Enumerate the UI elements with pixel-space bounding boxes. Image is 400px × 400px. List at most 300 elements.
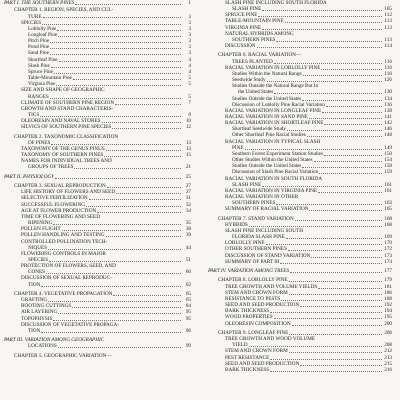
toc-page-number: 44 xyxy=(185,244,191,251)
toc-page-number: 138 xyxy=(384,107,392,114)
toc-page-number: 215 xyxy=(384,360,392,367)
toc-page-number: 51 xyxy=(185,257,191,263)
dot-leader xyxy=(75,4,181,5)
toc-page-number: 95 xyxy=(185,309,191,316)
toc-entry-title: GRAFTING xyxy=(21,297,48,304)
toc-page-number: 212 xyxy=(384,348,392,355)
toc-page-number: 168 xyxy=(384,215,392,222)
dot-leader xyxy=(302,167,382,168)
toc-entry-title: Other Studies Within the United States xyxy=(232,157,313,164)
toc-entry-title: SELECTIVE FERTILIZATION xyxy=(21,195,88,202)
toc-entry-title: the United States xyxy=(238,89,274,96)
toc-page-number: 126 xyxy=(384,77,392,84)
toc-entry-title: Seedwide Study xyxy=(232,77,266,84)
toc-entry-title: OLEORESIN AND NAVAL STORES xyxy=(21,118,101,125)
dot-leader xyxy=(104,156,181,157)
toc-entry-title: RACIAL VARIATION IN OTHER xyxy=(225,194,299,201)
toc-entry-title: SLASH PINE INCLUDING SOUTH FLORIDA xyxy=(225,0,327,6)
toc-page-number: 32 xyxy=(185,201,191,208)
toc-page-number: 130 xyxy=(384,89,392,96)
toc-entry-title: YIELD xyxy=(232,342,248,349)
toc-entry-title: Longleaf Pine xyxy=(28,31,58,38)
toc-entry-title: FLOWERING CONTROLS IN MAJOR xyxy=(21,250,106,257)
toc-entry-title: GROWTH AND STAND CHARACTERIS- xyxy=(21,105,114,112)
toc-entry-title: WOOD PROPERTIES xyxy=(225,314,273,321)
toc-entry-title: DISCUSSION OF VEGETATIVE PROPAGA- xyxy=(21,321,120,328)
toc-page-number: 163 xyxy=(384,200,392,207)
dot-leader xyxy=(287,130,382,131)
dot-leader xyxy=(276,41,382,42)
dot-leader xyxy=(43,17,181,18)
toc-page-number: 173 xyxy=(384,252,392,259)
dot-leader xyxy=(42,24,181,25)
dot-leader xyxy=(311,257,382,258)
toc-page-number: 113 xyxy=(384,36,392,43)
toc-entry-title: GROUPS OF TREES xyxy=(28,164,74,171)
toc-page-number: 3 xyxy=(188,38,191,45)
dot-leader xyxy=(41,286,181,287)
toc-entry-title: SOUTHERN PINES xyxy=(232,200,276,207)
dot-leader xyxy=(86,206,181,207)
toc-page-number: 21 xyxy=(185,164,191,171)
toc-page-number: 3 xyxy=(188,50,191,57)
toc-page-number: 99 xyxy=(185,343,191,350)
dot-leader xyxy=(113,295,181,296)
dot-leader xyxy=(107,187,181,188)
toc-page-number: 5 xyxy=(188,93,191,100)
toc-page-number: 186 xyxy=(384,289,392,296)
dot-leader xyxy=(249,226,382,227)
toc-entry xyxy=(4,124,191,130)
toc-entry-title: PEST RESISTANCE xyxy=(225,354,270,361)
toc-entry xyxy=(208,43,392,49)
dot-leader xyxy=(309,118,382,119)
toc-entry-title: DISCUSSION OF STAND VARIATION xyxy=(225,252,311,259)
dot-leader xyxy=(116,193,181,194)
dot-leader xyxy=(262,29,382,30)
toc-entry-title: Studies Within the Natural Range xyxy=(232,70,302,77)
toc-entry-title: Studies Outside the United States xyxy=(232,163,302,170)
dot-leader xyxy=(292,325,382,326)
toc-entry-title: Studies Outside the Natural Range But In xyxy=(232,83,319,90)
toc-entry-title: CHAPTER 4. VEGETATIVE PROPAGATION xyxy=(14,290,113,297)
toc-entry-title: Shortleaf Seedwide Study xyxy=(232,126,286,133)
toc-entry-title: Sand Pine xyxy=(28,50,49,57)
toc-entry-title: SUCCESSFUL FLOWERING xyxy=(21,201,85,208)
dot-leader xyxy=(262,10,382,11)
toc-entry xyxy=(208,367,392,373)
dot-leader xyxy=(322,112,382,113)
toc-entry-title: Slash Pine xyxy=(28,62,50,69)
toc-entry-title: TURE xyxy=(28,13,42,20)
dot-leader xyxy=(274,318,382,319)
toc-entry-title: BARK THICKNESS xyxy=(225,366,270,373)
toc-entry-title: DISCUSSION OF SEXUAL REPRODUC- xyxy=(21,275,112,282)
dot-leader xyxy=(62,230,181,231)
dot-leader xyxy=(274,93,382,94)
dot-leader xyxy=(46,273,181,274)
dot-leader xyxy=(49,261,181,262)
dot-leader xyxy=(73,79,181,80)
toc-entry-title: PART III. VARIATION AMONG GEOGRAPHIC xyxy=(4,337,105,344)
toc-entry-title: TREE GROWTH AND WOOD VOLUME xyxy=(225,336,316,343)
dot-leader xyxy=(307,136,382,137)
toc-page-number: 65 xyxy=(185,297,191,304)
dot-leader xyxy=(270,359,382,360)
dot-leader xyxy=(245,149,382,150)
dot-leader xyxy=(58,313,181,314)
toc-page-number: 150 xyxy=(384,150,392,157)
dot-leader xyxy=(112,128,181,129)
toc-entry-title: BARK THICKNESS xyxy=(225,308,270,315)
toc-entry xyxy=(208,321,392,327)
dot-leader xyxy=(309,210,382,211)
dot-leader xyxy=(314,161,382,162)
toc-entry xyxy=(4,164,191,170)
dot-leader xyxy=(300,306,382,307)
dot-leader xyxy=(318,192,382,193)
dot-leader xyxy=(106,150,181,151)
toc-page-number: 168 xyxy=(384,221,392,228)
toc-entry-title: PART IV. VARIATION AMONG TREES xyxy=(208,268,290,275)
toc-page-number: 1 xyxy=(188,0,191,6)
toc-left-column xyxy=(4,0,191,359)
toc-page-number: 5 xyxy=(188,75,191,82)
toc-page-number: 179 xyxy=(384,277,392,284)
dot-leader xyxy=(41,332,181,333)
dot-leader xyxy=(303,75,382,76)
toc-page-number: 116 xyxy=(384,70,392,77)
toc-entry-title: LOCATIONS xyxy=(28,343,57,350)
dot-leader xyxy=(270,371,382,372)
toc-page-number: 146 xyxy=(384,126,392,133)
dot-leader xyxy=(54,73,181,74)
toc-entry-title: CHAPTER 6. RACIAL VARIATION— xyxy=(218,52,302,59)
dot-leader xyxy=(115,104,181,105)
toc-entry-title: Table-Mountain Pine xyxy=(28,75,72,82)
toc-entry-title: AGE AT FLOWER PRODUCTION xyxy=(21,207,97,214)
toc-page-number: 112 xyxy=(384,12,392,19)
toc-entry-title: HYBRIDS xyxy=(225,221,248,228)
toc-entry-title: Loblolly Pine xyxy=(28,25,57,32)
dot-leader xyxy=(276,204,382,205)
toc-page-number: 188 xyxy=(384,295,392,302)
toc-page-number: 3 xyxy=(188,31,191,38)
toc-entry-title: Virginia Pine xyxy=(28,81,56,88)
toc-entry-title: STEM AND CROWN FORM xyxy=(225,289,288,296)
part-heading xyxy=(4,174,191,180)
toc-entry-title: PART II. PHYSIOLOGY xyxy=(4,173,55,180)
toc-page-number: 96 xyxy=(185,327,191,334)
dot-leader xyxy=(56,85,181,86)
dot-leader xyxy=(302,100,382,101)
toc-entry-title: SIZE AND SHAPE OF GEOGRAPHIC xyxy=(21,87,105,94)
dot-leader xyxy=(257,47,382,48)
toc-entry-title: FLORIDA SLASH PINE xyxy=(232,234,285,241)
chapter-heading xyxy=(4,353,191,359)
toc-entry xyxy=(208,259,392,265)
toc-entry-title: Spruce Pine xyxy=(28,68,53,75)
toc-entry-title: NIQUES xyxy=(28,244,48,251)
toc-entry-title: LIFE HISTORY OF FLOWERS AND SEED xyxy=(21,189,116,196)
toc-page-number: 169 xyxy=(384,234,392,241)
toc-entry-title: OF PINES xyxy=(28,139,51,146)
dot-leader xyxy=(50,48,181,49)
toc-page-number: 4 xyxy=(188,62,191,69)
toc-page-number: 3 xyxy=(188,13,191,20)
toc-page-number: 161 xyxy=(384,187,392,194)
dot-leader xyxy=(50,98,181,99)
toc-page-number: 136 xyxy=(384,101,392,108)
toc-page-number: 3 xyxy=(188,19,191,26)
toc-entry-title: Southern Forest Experiment Station Studies xyxy=(232,150,324,157)
toc-entry xyxy=(208,206,392,212)
toc-page-number: 114 xyxy=(384,43,392,50)
toc-entry-title: Studies Outside the United States xyxy=(232,95,302,102)
toc-page-number: 35 xyxy=(185,220,191,227)
dot-leader xyxy=(289,352,382,353)
toc-entry-title: TION xyxy=(28,281,41,288)
toc-entry-title: RACIAL VARIATION IN LOBLOLLY PINE xyxy=(225,64,321,71)
toc-entry-title: SOUTHERN PINES xyxy=(232,36,276,43)
dot-leader xyxy=(267,81,382,82)
toc-entry-title: RACIAL VARIATION IN SAND PINE xyxy=(225,114,308,120)
toc-page-number: 13 xyxy=(185,139,191,146)
dot-leader xyxy=(324,155,382,156)
toc-entry-title: RACIAL VARIATION IN SHORTLEAF PINE xyxy=(225,120,324,127)
toc-entry-title: Other Shortleaf Pine Racial Studies xyxy=(232,132,306,139)
dot-leader xyxy=(281,300,382,301)
toc-entry-title: CHAPTER 3. SEXUAL REPRODUCTION xyxy=(14,183,106,190)
toc-page-number: 174 xyxy=(384,258,392,265)
toc-entry-title: POLLEN HANDLING AND TESTING xyxy=(21,232,105,239)
toc-page-number: 7 xyxy=(188,99,191,106)
toc-page-number: 208 xyxy=(384,342,392,349)
toc-page-number: 34 xyxy=(185,207,191,214)
toc-entry-title: CHAPTER 8. LOBLOLLY PINE xyxy=(218,277,288,284)
toc-page-number: 194 xyxy=(384,308,392,315)
toc-page-number: 148 xyxy=(384,132,392,139)
toc-entry-title: OLEORESIN COMPOSITION xyxy=(225,320,291,327)
toc-page-number: 216 xyxy=(384,366,392,373)
dot-leader xyxy=(74,168,181,169)
dot-leader xyxy=(51,67,181,68)
dot-leader xyxy=(97,212,181,213)
toc-entry-title: SPECIES xyxy=(21,19,42,26)
dot-leader xyxy=(59,61,181,62)
toc-page-number: 113 xyxy=(384,18,392,25)
toc-page-number: 15 xyxy=(185,152,191,159)
toc-entry-title: RANGES xyxy=(28,93,49,100)
toc-page-number: 3 xyxy=(188,44,191,51)
toc-entry-title: CHAPTER 5. GEOGRAPHIC VARIATION— xyxy=(14,352,112,359)
toc-page-number: 38 xyxy=(185,226,191,233)
toc-page-number: 95 xyxy=(185,315,191,322)
dot-leader xyxy=(262,186,382,187)
toc-entry-title: CHAPTER 7. STAND VARIATION xyxy=(218,215,294,222)
toc-page-number: 5 xyxy=(188,81,191,88)
toc-entry-title: RESISTANCE TO PESTS xyxy=(225,295,281,302)
toc-page-number: 13 xyxy=(185,145,191,152)
toc-entry-title: STEM AND CROWN FORM xyxy=(225,348,288,355)
part-heading xyxy=(208,268,392,274)
toc-entry-title: CHAPTER 9. LONGLEAF PINE xyxy=(218,329,289,336)
dot-leader xyxy=(40,116,181,117)
toc-entry-title: CONES xyxy=(28,269,46,276)
toc-entry-title: Pond Pine xyxy=(28,44,50,51)
toc-entry-title: TOPOPHYSIS xyxy=(21,315,53,322)
toc-page-number: 154 xyxy=(384,157,392,164)
toc-page-number: 25 xyxy=(185,173,191,180)
dot-leader xyxy=(324,124,382,125)
toc-page-number: 159 xyxy=(384,169,392,176)
toc-entry-title: RACIAL VARIATION IN VIRGINIA PINE xyxy=(225,187,318,194)
toc-page-number: 172 xyxy=(384,246,392,253)
toc-page-number: 206 xyxy=(384,329,392,336)
toc-page-number: 170 xyxy=(384,240,392,247)
toc-entry-title: SEED AND SEED PRODUCTION xyxy=(225,360,300,367)
toc-page-number: 31 xyxy=(185,195,191,202)
toc-entry-title: RACIAL VARIATION IN LONGLEAF PINE xyxy=(225,107,322,114)
toc-entry-title: RACIAL VARIATION IN TYPICAL SLASH xyxy=(225,138,321,145)
toc-entry-title: CLIMATE OF SOUTHERN PINE REGION xyxy=(21,99,115,106)
toc-entry-title: SPECIES xyxy=(28,257,49,263)
toc-entry-title: VIRGINIA PINE xyxy=(225,24,262,31)
toc-entry-title: SILVICS OF SOUTHERN PINE SPECIES xyxy=(21,124,112,131)
dot-leader xyxy=(50,42,181,43)
toc-entry xyxy=(4,282,191,288)
dot-leader xyxy=(288,250,382,251)
toc-page-number: 149 xyxy=(384,144,392,151)
toc-page-number: 10 xyxy=(185,118,191,125)
toc-page-number: 142 xyxy=(384,120,392,127)
toc-entry xyxy=(4,328,191,334)
dot-leader xyxy=(270,312,382,313)
toc-entry-title: TAXONOMY OF THE GENUS PINUS xyxy=(21,145,105,152)
toc-entry-title: RIPENING xyxy=(28,220,53,227)
dot-leader xyxy=(290,272,382,273)
toc-entry-title: PINE xyxy=(232,144,244,151)
toc-entry-title: TREE GROWTH AND VOLUME YIELDS xyxy=(225,283,318,290)
toc-page-number: 4 xyxy=(188,68,191,75)
toc-entry-title: SUMMARY OF PART III xyxy=(225,258,280,265)
toc-entry-title: CHAPTER 2. TAXONOMIC CLASSIFICATION xyxy=(14,133,119,140)
toc-page-number: 27 xyxy=(185,189,191,196)
toc-page-number: 165 xyxy=(384,206,392,213)
toc-entry-title: RACIAL VARIATION IN SOUTH FLORIDA xyxy=(225,175,323,182)
toc-page-number: 60 xyxy=(185,269,191,276)
toc-entry-title: TAXONOMY OF SOUTHERN PINES xyxy=(21,152,104,159)
toc-entry xyxy=(4,343,191,349)
toc-right-column xyxy=(208,0,392,373)
dot-leader xyxy=(72,307,181,308)
toc-entry-title: SLASH PINE xyxy=(232,6,262,13)
toc-page-number: 213 xyxy=(384,354,392,361)
dot-leader xyxy=(285,22,382,23)
toc-page-number: 113 xyxy=(384,24,392,31)
dot-leader xyxy=(51,144,181,145)
dot-leader xyxy=(318,288,382,289)
dot-leader xyxy=(289,334,382,335)
toc-entry-title: TIME OF FLOWERING AND SEED xyxy=(21,213,100,220)
toc-entry-title: ROOTING CUTTINGS xyxy=(21,303,72,310)
toc-entry-title: Discussion of Loblolly Pine Racial Variation xyxy=(232,101,325,108)
dot-leader xyxy=(274,63,382,64)
toc-entry-title: SPRUCE PINE xyxy=(225,12,258,19)
toc-page-number: 62 xyxy=(185,281,191,288)
dot-leader xyxy=(102,122,182,123)
dot-leader xyxy=(57,30,181,31)
toc-entry-title: NATURAL HYBRIDS AMONG xyxy=(225,30,294,37)
dot-leader xyxy=(55,178,181,179)
toc-page-number: 84 xyxy=(185,303,191,310)
dot-leader xyxy=(300,365,382,366)
toc-page-number: 105 xyxy=(384,6,392,13)
dot-leader xyxy=(258,16,382,17)
toc-page-number: 8 xyxy=(188,112,191,118)
dot-leader xyxy=(58,347,181,348)
toc-page-number: 65 xyxy=(185,290,191,297)
toc-entry-title: TREES PLANTED xyxy=(232,58,273,65)
toc-entry-title: AIR LAYERING xyxy=(21,309,58,316)
dot-leader xyxy=(249,346,382,347)
toc-page-number: 134 xyxy=(384,95,392,102)
toc-page-number: 200 xyxy=(384,320,392,327)
toc-entry-title: SLASH PINE xyxy=(232,181,262,188)
toc-entry-title: Discussion of Slash Pine Racial Variation xyxy=(232,169,319,176)
toc-page-number: 177 xyxy=(384,268,392,275)
toc-entry-title: POLLEN FLIGHT xyxy=(21,226,61,233)
toc-entry-title: LOBLOLLY PINE xyxy=(225,240,265,247)
toc-page-number: 161 xyxy=(384,181,392,188)
dot-leader xyxy=(289,294,382,295)
dot-leader xyxy=(286,238,382,239)
toc-entry-title: Shortleaf Pine xyxy=(28,56,58,63)
toc-page-number: 12 xyxy=(185,124,191,131)
toc-entry-title: TABLE-MOUNTAIN PINE xyxy=(225,18,284,25)
toc-page-number: 3 xyxy=(188,25,191,32)
toc-entry-title: SEED AND SEED PRODUCTION xyxy=(225,302,300,309)
dot-leader xyxy=(280,263,382,264)
toc-entry-title: CONTROLLED POLLINATION TECH- xyxy=(21,238,108,245)
toc-page-number: 116 xyxy=(384,64,392,71)
toc-entry-title: PROTECTION OF FLOWERS, SEED, AND xyxy=(21,263,116,270)
dot-leader xyxy=(326,106,382,107)
dot-leader xyxy=(106,236,181,237)
toc-entry-title: DISCUSSION xyxy=(225,43,256,50)
toc-page-number: 141 xyxy=(384,114,392,120)
toc-entry-title: Pitch Pine xyxy=(28,38,50,45)
toc-entry-title: TICS xyxy=(28,112,40,118)
dot-leader xyxy=(89,199,181,200)
dot-leader xyxy=(53,224,181,225)
toc-entry-title: NAMES FOR INDIVIDUAL TREES AND xyxy=(21,158,112,165)
dot-leader xyxy=(266,244,383,245)
toc-page-number: 158 xyxy=(384,163,392,170)
dot-leader xyxy=(295,220,382,221)
dot-leader xyxy=(48,301,181,302)
dot-leader xyxy=(53,320,181,321)
toc-page-number: 39 xyxy=(185,232,191,239)
toc-entry-title: PART I. THE SOUTHERN PINES xyxy=(4,0,75,6)
toc-page-number: 27 xyxy=(185,183,191,190)
toc-page-number: 181 xyxy=(384,283,392,290)
toc-entry-title: OTHER SOUTHERN PINES xyxy=(225,246,287,253)
dot-leader xyxy=(321,69,382,70)
toc-page-number: 4 xyxy=(188,56,191,63)
toc-entry-title: SUMMARY OF RACIAL VARIATION xyxy=(225,206,309,213)
toc-entry-title: SLASH PINE INCLUDING SOUTH xyxy=(225,228,303,234)
